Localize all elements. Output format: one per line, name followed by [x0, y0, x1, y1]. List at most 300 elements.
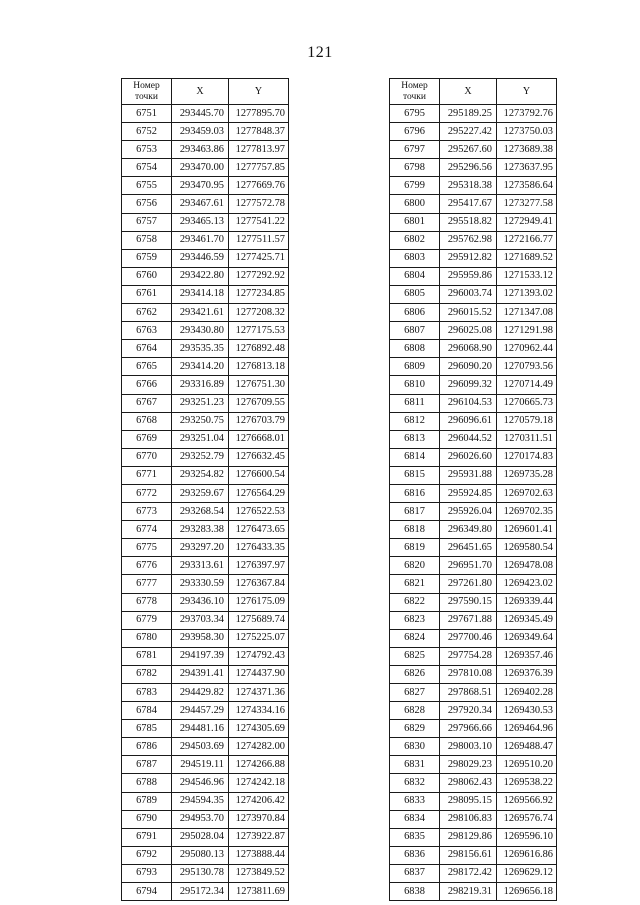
x-coordinate-cell: 296026.60 [440, 448, 497, 466]
x-coordinate-cell: 294481.16 [172, 720, 229, 738]
x-coordinate-cell: 295417.67 [440, 195, 497, 213]
point-number-cell: 6798 [390, 159, 440, 177]
y-coordinate-cell: 1276522.53 [229, 503, 289, 521]
table-row [122, 394, 289, 412]
table-row [122, 466, 289, 484]
point-number-cell: 6771 [122, 466, 172, 484]
table-row [390, 846, 557, 864]
x-coordinate-cell: 298062.43 [440, 774, 497, 792]
point-number-cell: 6763 [122, 322, 172, 340]
y-coordinate-cell: 1273888.44 [229, 846, 289, 864]
point-number-cell: 6834 [390, 810, 440, 828]
x-coordinate-cell: 297261.80 [440, 575, 497, 593]
table-row [390, 394, 557, 412]
table-row [390, 123, 557, 141]
point-number-cell: 6826 [390, 665, 440, 683]
point-number-cell: 6803 [390, 249, 440, 267]
point-number-cell: 6757 [122, 213, 172, 231]
table-row [122, 322, 289, 340]
x-coordinate-cell: 295172.34 [172, 883, 229, 901]
point-number-cell: 6753 [122, 141, 172, 159]
y-coordinate-cell: 1276703.79 [229, 412, 289, 430]
table-row [122, 864, 289, 882]
x-coordinate-cell: 297810.08 [440, 665, 497, 683]
y-coordinate-cell: 1276709.55 [229, 394, 289, 412]
x-coordinate-cell: 293316.89 [172, 376, 229, 394]
x-coordinate-cell: 293250.75 [172, 412, 229, 430]
y-coordinate-cell: 1273970.84 [229, 810, 289, 828]
y-coordinate-cell: 1274437.90 [229, 665, 289, 683]
table-row [122, 249, 289, 267]
point-number-cell: 6831 [390, 756, 440, 774]
table-row [122, 213, 289, 231]
point-number-cell: 6788 [122, 774, 172, 792]
y-coordinate-cell: 1272166.77 [497, 231, 557, 249]
table-header-row [122, 79, 289, 105]
table-row [390, 304, 557, 322]
point-number-cell: 6766 [122, 376, 172, 394]
table-row [122, 575, 289, 593]
point-number-header-line1: Номер [401, 80, 428, 91]
table-row [122, 448, 289, 466]
y-coordinate-cell: 1269510.20 [497, 756, 557, 774]
y-coordinate-cell: 1273922.87 [229, 828, 289, 846]
y-coordinate-cell: 1273811.69 [229, 883, 289, 901]
point-number-cell: 6807 [390, 322, 440, 340]
table-row [390, 810, 557, 828]
y-coordinate-cell: 1270714.49 [497, 376, 557, 394]
y-coordinate-cell: 1269538.22 [497, 774, 557, 792]
y-coordinate-cell: 1270579.18 [497, 412, 557, 430]
point-number-cell: 6799 [390, 177, 440, 195]
table-row [122, 340, 289, 358]
y-coordinate-cell: 1269357.46 [497, 647, 557, 665]
x-coordinate-cell: 298129.86 [440, 828, 497, 846]
table-row [122, 231, 289, 249]
x-coordinate-cell: 293463.86 [172, 141, 229, 159]
x-coordinate-cell: 293446.59 [172, 249, 229, 267]
y-header: Y [497, 79, 557, 105]
page-number: 121 [307, 44, 333, 61]
x-coordinate-cell: 293414.18 [172, 285, 229, 303]
y-coordinate-cell: 1274371.36 [229, 684, 289, 702]
point-number-header-line2: точки [402, 91, 426, 102]
table-row [390, 195, 557, 213]
y-coordinate-cell: 1277895.70 [229, 105, 289, 123]
y-coordinate-cell: 1276600.54 [229, 466, 289, 484]
table-row [390, 503, 557, 521]
x-coordinate-cell: 295926.04 [440, 503, 497, 521]
point-number-cell: 6810 [390, 376, 440, 394]
y-coordinate-cell: 1276564.29 [229, 484, 289, 502]
y-coordinate-cell: 1270665.73 [497, 394, 557, 412]
point-number-cell: 6789 [122, 792, 172, 810]
x-coordinate-cell: 295762.98 [440, 231, 497, 249]
y-coordinate-cell: 1269430.53 [497, 702, 557, 720]
point-number-cell: 6804 [390, 267, 440, 285]
y-coordinate-cell: 1271533.12 [497, 267, 557, 285]
point-number-cell: 6815 [390, 466, 440, 484]
x-coordinate-cell: 293259.67 [172, 484, 229, 502]
x-coordinate-cell: 296104.53 [440, 394, 497, 412]
table-row [390, 792, 557, 810]
point-number-cell: 6836 [390, 846, 440, 864]
point-number-cell: 6785 [122, 720, 172, 738]
y-coordinate-cell: 1269478.08 [497, 557, 557, 575]
x-coordinate-cell: 295924.85 [440, 484, 497, 502]
y-coordinate-cell: 1277541.22 [229, 213, 289, 231]
point-number-cell: 6752 [122, 123, 172, 141]
y-coordinate-cell: 1269616.86 [497, 846, 557, 864]
x-coordinate-cell: 293430.80 [172, 322, 229, 340]
point-number-cell: 6772 [122, 484, 172, 502]
x-coordinate-cell: 296090.20 [440, 358, 497, 376]
x-coordinate-cell: 296068.90 [440, 340, 497, 358]
point-number-cell: 6812 [390, 412, 440, 430]
y-coordinate-cell: 1273792.76 [497, 105, 557, 123]
point-number-cell: 6796 [390, 123, 440, 141]
point-number-cell: 6825 [390, 647, 440, 665]
y-coordinate-cell: 1277813.97 [229, 141, 289, 159]
point-number-header-line1: Номер [133, 80, 160, 91]
x-coordinate-cell: 298095.15 [440, 792, 497, 810]
table-row [390, 665, 557, 683]
y-coordinate-cell: 1273750.03 [497, 123, 557, 141]
y-coordinate-cell: 1269629.12 [497, 864, 557, 882]
x-header: X [172, 79, 229, 105]
point-number-cell: 6759 [122, 249, 172, 267]
y-coordinate-cell: 1274242.18 [229, 774, 289, 792]
table-row [122, 593, 289, 611]
point-number-cell: 6787 [122, 756, 172, 774]
x-coordinate-cell: 296951.70 [440, 557, 497, 575]
x-coordinate-cell: 294546.96 [172, 774, 229, 792]
table-row [122, 810, 289, 828]
table-row [122, 159, 289, 177]
table-row [390, 593, 557, 611]
x-coordinate-cell: 293268.54 [172, 503, 229, 521]
x-coordinate-cell: 293470.00 [172, 159, 229, 177]
table-row [122, 304, 289, 322]
x-coordinate-cell: 294429.82 [172, 684, 229, 702]
x-coordinate-cell: 295912.82 [440, 249, 497, 267]
table-row [390, 539, 557, 557]
point-number-cell: 6784 [122, 702, 172, 720]
x-coordinate-cell: 295130.78 [172, 864, 229, 882]
table-row [390, 466, 557, 484]
y-coordinate-cell: 1269702.63 [497, 484, 557, 502]
y-coordinate-cell: 1269656.18 [497, 883, 557, 901]
x-coordinate-cell: 293283.38 [172, 521, 229, 539]
x-coordinate-cell: 295518.82 [440, 213, 497, 231]
point-number-cell: 6779 [122, 611, 172, 629]
y-coordinate-cell: 1269580.54 [497, 539, 557, 557]
point-number-cell: 6830 [390, 738, 440, 756]
table-row [122, 557, 289, 575]
table-row [390, 285, 557, 303]
point-number-cell: 6817 [390, 503, 440, 521]
table-row [122, 539, 289, 557]
y-coordinate-cell: 1273689.38 [497, 141, 557, 159]
x-coordinate-cell: 293422.80 [172, 267, 229, 285]
x-coordinate-cell: 295959.86 [440, 267, 497, 285]
y-coordinate-cell: 1277175.53 [229, 322, 289, 340]
y-coordinate-cell: 1269601.41 [497, 521, 557, 539]
table-row [390, 864, 557, 882]
y-coordinate-cell: 1270311.51 [497, 430, 557, 448]
table-row [390, 720, 557, 738]
table-row [122, 503, 289, 521]
y-coordinate-cell: 1274282.00 [229, 738, 289, 756]
x-header: X [440, 79, 497, 105]
table-row [390, 756, 557, 774]
x-coordinate-cell: 296003.74 [440, 285, 497, 303]
x-coordinate-cell: 294391.41 [172, 665, 229, 683]
table-row [390, 684, 557, 702]
point-number-cell: 6762 [122, 304, 172, 322]
table-row [390, 883, 557, 901]
table-row [390, 611, 557, 629]
point-number-header [122, 79, 172, 105]
x-coordinate-cell: 293470.95 [172, 177, 229, 195]
y-coordinate-cell: 1269488.47 [497, 738, 557, 756]
x-coordinate-cell: 293297.20 [172, 539, 229, 557]
x-coordinate-cell: 295267.60 [440, 141, 497, 159]
x-coordinate-cell: 295931.88 [440, 466, 497, 484]
table-row [390, 231, 557, 249]
y-coordinate-cell: 1274334.16 [229, 702, 289, 720]
point-number-cell: 6835 [390, 828, 440, 846]
y-coordinate-cell: 1277572.78 [229, 195, 289, 213]
x-coordinate-cell: 295028.04 [172, 828, 229, 846]
y-coordinate-cell: 1274305.69 [229, 720, 289, 738]
point-number-cell: 6797 [390, 141, 440, 159]
point-number-cell: 6820 [390, 557, 440, 575]
y-coordinate-cell: 1276892.48 [229, 340, 289, 358]
table-row [390, 484, 557, 502]
table-row [390, 267, 557, 285]
point-number-cell: 6769 [122, 430, 172, 448]
table-row [122, 647, 289, 665]
table-row [390, 322, 557, 340]
y-coordinate-cell: 1269345.49 [497, 611, 557, 629]
point-number-cell: 6780 [122, 629, 172, 647]
point-number-cell: 6767 [122, 394, 172, 412]
y-coordinate-cell: 1276668.01 [229, 430, 289, 448]
x-coordinate-cell: 293467.61 [172, 195, 229, 213]
point-number-cell: 6792 [122, 846, 172, 864]
point-number-cell: 6765 [122, 358, 172, 376]
table-row [122, 846, 289, 864]
point-number-cell: 6838 [390, 883, 440, 901]
y-coordinate-cell: 1276813.18 [229, 358, 289, 376]
point-number-cell: 6783 [122, 684, 172, 702]
x-coordinate-cell: 294594.35 [172, 792, 229, 810]
x-coordinate-cell: 298219.31 [440, 883, 497, 901]
table-row [122, 611, 289, 629]
point-number-cell: 6776 [122, 557, 172, 575]
x-coordinate-cell: 293251.23 [172, 394, 229, 412]
point-number-cell: 6775 [122, 539, 172, 557]
point-number-cell: 6819 [390, 539, 440, 557]
x-coordinate-cell: 296451.65 [440, 539, 497, 557]
x-coordinate-cell: 298029.23 [440, 756, 497, 774]
table-row [390, 358, 557, 376]
y-coordinate-cell: 1269339.44 [497, 593, 557, 611]
point-number-cell: 6778 [122, 593, 172, 611]
point-number-header-line2: точки [134, 91, 158, 102]
table-row [122, 177, 289, 195]
point-number-cell: 6770 [122, 448, 172, 466]
table-row [122, 195, 289, 213]
point-number-cell: 6768 [122, 412, 172, 430]
x-coordinate-cell: 293958.30 [172, 629, 229, 647]
y-coordinate-cell: 1273277.58 [497, 195, 557, 213]
x-coordinate-cell: 297868.51 [440, 684, 497, 702]
y-coordinate-cell: 1270793.56 [497, 358, 557, 376]
point-number-cell: 6791 [122, 828, 172, 846]
x-coordinate-cell: 293414.20 [172, 358, 229, 376]
coordinates-table-left [121, 78, 289, 901]
point-number-cell: 6832 [390, 774, 440, 792]
x-coordinate-cell: 298156.61 [440, 846, 497, 864]
point-number-cell: 6813 [390, 430, 440, 448]
y-coordinate-cell: 1277511.57 [229, 231, 289, 249]
x-coordinate-cell: 297920.34 [440, 702, 497, 720]
table-row [122, 484, 289, 502]
table-row [122, 883, 289, 901]
y-coordinate-cell: 1277292.92 [229, 267, 289, 285]
y-coordinate-cell: 1273637.95 [497, 159, 557, 177]
x-coordinate-cell: 293461.70 [172, 231, 229, 249]
x-coordinate-cell: 295318.38 [440, 177, 497, 195]
point-number-cell: 6795 [390, 105, 440, 123]
x-coordinate-cell: 293254.82 [172, 466, 229, 484]
point-number-cell: 6801 [390, 213, 440, 231]
y-coordinate-cell: 1274266.88 [229, 756, 289, 774]
y-coordinate-cell: 1276751.30 [229, 376, 289, 394]
table-row [122, 376, 289, 394]
y-coordinate-cell: 1277234.85 [229, 285, 289, 303]
y-coordinate-cell: 1269702.35 [497, 503, 557, 521]
y-coordinate-cell: 1269423.02 [497, 575, 557, 593]
table-row [390, 141, 557, 159]
table-row [122, 267, 289, 285]
x-coordinate-cell: 293465.13 [172, 213, 229, 231]
y-coordinate-cell: 1277669.76 [229, 177, 289, 195]
point-number-cell: 6805 [390, 285, 440, 303]
point-number-cell: 6754 [122, 159, 172, 177]
x-coordinate-cell: 295080.13 [172, 846, 229, 864]
x-coordinate-cell: 297671.88 [440, 611, 497, 629]
point-number-cell: 6828 [390, 702, 440, 720]
table-row [122, 285, 289, 303]
table-row [390, 557, 557, 575]
y-coordinate-cell: 1276175.09 [229, 593, 289, 611]
y-coordinate-cell: 1271689.52 [497, 249, 557, 267]
table-row [390, 177, 557, 195]
table-row [390, 575, 557, 593]
x-coordinate-cell: 296025.08 [440, 322, 497, 340]
x-coordinate-cell: 297754.28 [440, 647, 497, 665]
point-number-cell: 6790 [122, 810, 172, 828]
point-number-cell: 6821 [390, 575, 440, 593]
table-row [390, 105, 557, 123]
table-row [390, 521, 557, 539]
y-coordinate-cell: 1274206.42 [229, 792, 289, 810]
table-row [122, 123, 289, 141]
y-coordinate-cell: 1277848.37 [229, 123, 289, 141]
point-number-cell: 6818 [390, 521, 440, 539]
x-coordinate-cell: 295296.56 [440, 159, 497, 177]
x-coordinate-cell: 293251.04 [172, 430, 229, 448]
y-header: Y [229, 79, 289, 105]
y-coordinate-cell: 1276473.65 [229, 521, 289, 539]
point-number-cell: 6829 [390, 720, 440, 738]
table-header-row [390, 79, 557, 105]
x-coordinate-cell: 293703.34 [172, 611, 229, 629]
coordinates-table-right [389, 78, 557, 901]
y-coordinate-cell: 1271347.08 [497, 304, 557, 322]
x-coordinate-cell: 298003.10 [440, 738, 497, 756]
point-number-cell: 6814 [390, 448, 440, 466]
y-coordinate-cell: 1277425.71 [229, 249, 289, 267]
y-coordinate-cell: 1274792.43 [229, 647, 289, 665]
x-coordinate-cell: 293330.59 [172, 575, 229, 593]
x-coordinate-cell: 293252.79 [172, 448, 229, 466]
x-coordinate-cell: 294197.39 [172, 647, 229, 665]
x-coordinate-cell: 293445.70 [172, 105, 229, 123]
table-row [390, 702, 557, 720]
table-row [122, 629, 289, 647]
table-row [390, 738, 557, 756]
x-coordinate-cell: 294503.69 [172, 738, 229, 756]
point-number-cell: 6761 [122, 285, 172, 303]
table-row [122, 684, 289, 702]
point-number-cell: 6786 [122, 738, 172, 756]
y-coordinate-cell: 1269402.28 [497, 684, 557, 702]
y-coordinate-cell: 1269349.64 [497, 629, 557, 647]
point-number-cell: 6756 [122, 195, 172, 213]
point-number-cell: 6811 [390, 394, 440, 412]
y-coordinate-cell: 1276632.45 [229, 448, 289, 466]
y-coordinate-cell: 1269464.96 [497, 720, 557, 738]
table-row [390, 249, 557, 267]
x-coordinate-cell: 296349.80 [440, 521, 497, 539]
table-row [122, 358, 289, 376]
point-number-cell: 6824 [390, 629, 440, 647]
point-number-cell: 6773 [122, 503, 172, 521]
table-row [390, 159, 557, 177]
table-row [390, 647, 557, 665]
point-number-cell: 6802 [390, 231, 440, 249]
table-row [122, 702, 289, 720]
point-number-cell: 6833 [390, 792, 440, 810]
y-coordinate-cell: 1270962.44 [497, 340, 557, 358]
y-coordinate-cell: 1277757.85 [229, 159, 289, 177]
point-number-cell: 6764 [122, 340, 172, 358]
y-coordinate-cell: 1269376.39 [497, 665, 557, 683]
point-number-cell: 6781 [122, 647, 172, 665]
y-coordinate-cell: 1276397.97 [229, 557, 289, 575]
y-coordinate-cell: 1273586.64 [497, 177, 557, 195]
x-coordinate-cell: 293535.35 [172, 340, 229, 358]
point-number-cell: 6808 [390, 340, 440, 358]
y-coordinate-cell: 1271291.98 [497, 322, 557, 340]
table-row [122, 430, 289, 448]
x-coordinate-cell: 298172.42 [440, 864, 497, 882]
point-number-cell: 6806 [390, 304, 440, 322]
